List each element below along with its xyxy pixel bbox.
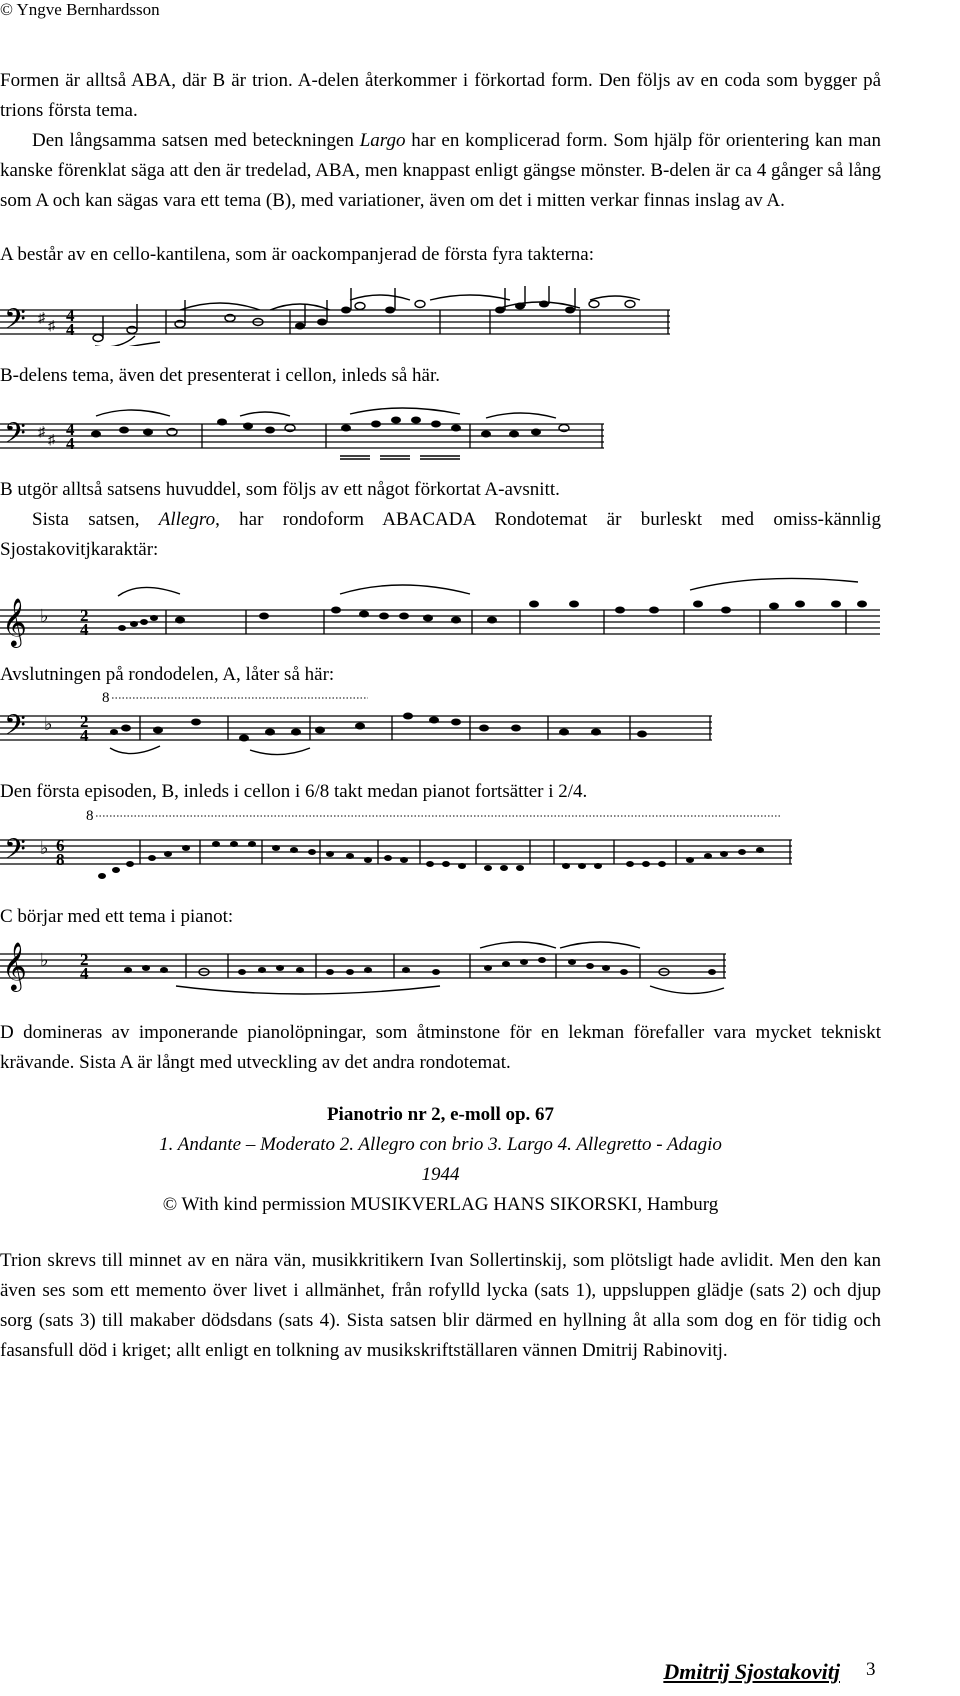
paragraph-b-theme: B-delens tema, även det presenterat i cellon, inleds så här. (0, 365, 441, 386)
time-signature-bottom: 4 (66, 434, 75, 453)
bass-clef-icon: 𝄢 (4, 303, 26, 343)
music-staff-2 (0, 406, 960, 468)
work-title: Pianotrio nr 2, e-moll op. 67 (326, 1104, 555, 1125)
paragraph-b-main-part: B utgör alltså satsens huvuddel, som följs av ett något förkortat A-avsnitt. (0, 479, 560, 500)
time-signature-bottom: 4 (80, 620, 89, 639)
time-signature-bottom: 4 (66, 320, 75, 339)
copyright-header: © Yngve Bernhardsson (0, 0, 160, 19)
music-staff-6 (0, 932, 960, 1004)
ottava-marking: 8 (102, 690, 110, 706)
text-run: har en komplicerad form. Som hjälp för orientering kan man kanske förenklat säga att den är tredelad, ABA, men knappast enligt gängse mönster. B-delen är ca 4 gånger så lång som A och kan sägas vara ett tema (B), med variationer, även om det i mitten verkar finnas inslag av A. (0, 130, 881, 211)
ottava-marking: 8 (86, 808, 94, 824)
time-signature-top: 2 (80, 712, 89, 731)
time-signature-top: 6 (56, 836, 65, 855)
permission-notice: © With kind permission MUSIKVERLAG HANS SIKORSKI, Hamburg (162, 1194, 719, 1215)
text-run: , har rondoform ABACADA Rondotemat är burleskt med omiss-kännlig Sjostakovitjkaraktär: (0, 509, 881, 560)
treble-clef-icon: 𝄞 (2, 941, 27, 990)
sharp-icon: ♯ (38, 425, 45, 440)
page-number: 3 (866, 1659, 876, 1680)
flat-icon: ♭ (40, 950, 49, 970)
movement-list: 1. Andante – Moderato 2. Allegro con brio 3. Largo 4. Allegretto - Adagio (159, 1134, 722, 1155)
music-staff-4 (0, 686, 960, 762)
time-signature-top: 4 (66, 420, 75, 439)
text-run: Sista satsen, (32, 509, 159, 530)
time-signature-top: 4 (66, 306, 75, 325)
flat-icon: ♭ (44, 714, 53, 734)
flat-icon: ♭ (40, 838, 49, 858)
paragraph-allegro (0, 505, 881, 565)
music-staff-1 (0, 286, 960, 346)
paragraph-c-theme: C börjar med ett tema i pianot: (0, 906, 234, 927)
composition-year: 1944 (421, 1164, 460, 1185)
bass-clef-icon: 𝄢 (4, 709, 26, 749)
time-signature-bottom: 4 (80, 726, 89, 745)
paragraph-form: Formen är alltså ABA, där B är trion. A-delen återkommer i förkortad form. Den följs av en coda som bygger på trions första tema. (0, 70, 881, 121)
text-run: Den långsamma satsen med beteckningen (32, 130, 360, 151)
music-staff-5 (0, 808, 960, 892)
treble-clef-icon: 𝄞 (2, 597, 27, 646)
sharp-icon: ♯ (38, 311, 45, 326)
flat-icon: ♭ (40, 606, 49, 626)
sharp-icon: ♯ (48, 433, 55, 448)
text-run-italic: Allegro (158, 509, 216, 530)
paragraph-d-section: D domineras av imponerande pianolöpningar, som åtminstone för en lekman förefaller vara mycket tekniskt krävande. Sista A är långt med utveckling av det andra rondotemat. (0, 1022, 881, 1073)
paragraph-largo (0, 126, 881, 216)
text-run-italic: Largo (359, 130, 406, 151)
time-signature-bottom: 4 (80, 964, 89, 983)
sharp-icon: ♯ (48, 319, 55, 334)
time-signature-bottom: 8 (56, 850, 65, 869)
time-signature-top: 2 (80, 950, 89, 969)
paragraph-cello-cantilena: A består av en cello-kantilena, som är oackompanjerad de första fyra takterna: (0, 244, 595, 265)
paragraph-trio-background: Trion skrevs till minnet av en nära vän, musikkritikern Ivan Sollertinskij, som plötsligt hade avlidit. Men den kan även ses som ett memento över livet i allmänhet, från rofylld lycka (sats 1), uppsluppen glädje (sats 2) och djup sorg (sats 3) till makaber dödsdans (sats 4). Sista satsen blir därmed en hyllning åt alla som dog en för tidig och fasansfull död i kriget; allt enligt en tolkning av musikskriftställaren vännen Dmitrij Rabinovitj. (0, 1250, 881, 1361)
bass-clef-icon: 𝄢 (4, 417, 26, 457)
paragraph-rondo-ending: Avslutningen på rondodelen, A, låter så här: (0, 664, 335, 685)
footer-composer: Dmitrij Sjostakovitj (663, 1659, 840, 1684)
music-staff-3 (0, 570, 960, 650)
time-signature-top: 2 (80, 606, 89, 625)
bass-clef-icon: 𝄢 (4, 833, 26, 873)
paragraph-first-episode: Den första episoden, B, inleds i cellon i 6/8 takt medan pianot fortsätter i 2/4. (0, 781, 588, 802)
